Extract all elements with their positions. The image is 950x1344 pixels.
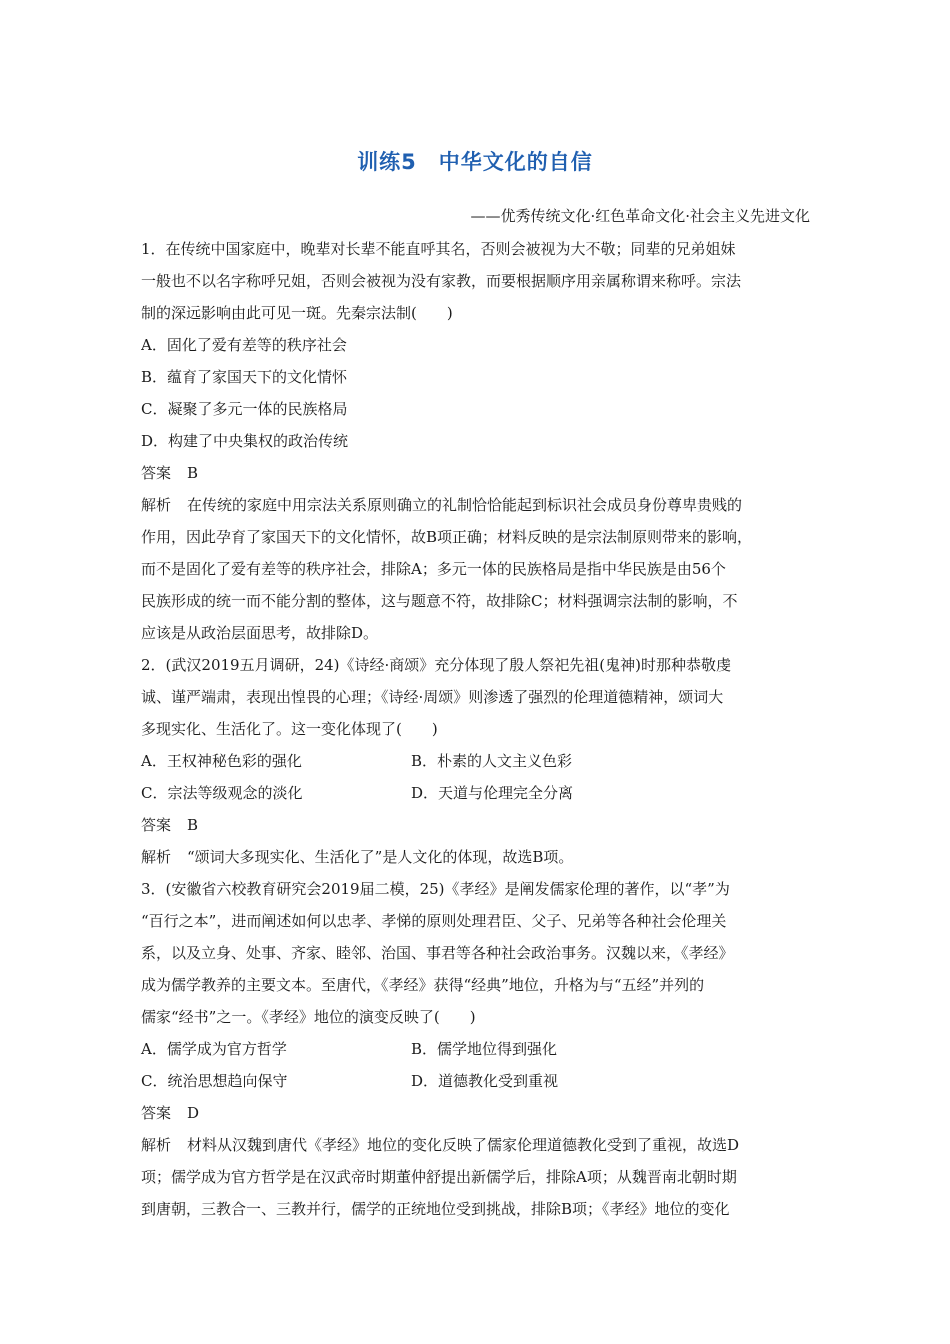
analysis-line	[141, 1129, 811, 1161]
question-1	[141, 233, 811, 649]
option-c: C．凝聚了多元一体的民族格局	[141, 400, 348, 418]
page-title: 训练5 中华文化的自信	[357, 150, 593, 174]
option-c: C．统治思想趋向保守	[141, 1072, 288, 1090]
analysis-line: 项；儒学成为官方哲学是在汉武帝时期董仲舒提出新儒学后，排除A项；从魏晋南北朝时期	[141, 1168, 737, 1186]
option-b: B．儒学地位得到强化	[411, 1040, 558, 1058]
question-stem-line: 3．(安徽省六校教育研究会2019届二模，25)《孝经》是阐发儒家伦理的著作，以“孝”为	[141, 880, 730, 898]
option-a: A．儒学成为官方哲学	[141, 1040, 287, 1058]
question-stem-line: 一般也不以名字称呼兄姐，否则会被视为没有家教，而要根据顺序用亲属称谓来称呼。宗法	[141, 272, 742, 290]
page-subtitle: ——优秀传统文化·红色革命文化·社会主义先进文化	[470, 207, 810, 225]
analysis-text: 在传统的家庭中用宗法关系原则确立的礼制恰恰能起到标识社会成员身份尊卑贵贱的	[187, 496, 743, 514]
question-stem-line: 1．在传统中国家庭中，晚辈对长辈不能直呼其名，否则会被视为大不敬；同辈的兄弟姐妹	[141, 240, 736, 258]
option-c: C．宗法等级观念的淡化	[141, 784, 303, 802]
option-d: D．道德教化受到重视	[411, 1072, 559, 1090]
answer-value: D	[187, 1104, 200, 1122]
question-stem-line: 儒家“经书”之一。《孝经》地位的演变反映了( )	[141, 1008, 476, 1026]
analysis-line: 到唐朝，三教合一、三教并行，儒学的正统地位受到挑战，排除B项；《孝经》地位的变化	[141, 1200, 730, 1218]
analysis-line: 应该是从政治层面思考，故排除D。	[141, 624, 379, 642]
answer-label: 答案	[141, 1104, 172, 1122]
option-a: A．王权神秘色彩的强化	[141, 752, 302, 770]
analysis-line: 作用，因此孕育了家国天下的文化情怀，故B项正确；材料反映的是宗法制原则带来的影响，	[141, 528, 753, 546]
option-row	[141, 1033, 811, 1065]
answer-label: 答案	[141, 816, 172, 834]
question-list	[141, 233, 811, 1225]
analysis-label: 解析	[141, 848, 172, 866]
question-stem-line: 2．(武汉2019五月调研，24)《诗经·商颂》充分体现了殷人祭祀先祖(鬼神)时那种恭敬虔	[141, 656, 731, 674]
option-row	[141, 1065, 811, 1097]
option-row	[141, 777, 811, 809]
answer-label: 答案	[141, 464, 172, 482]
question-3	[141, 873, 811, 1225]
answer-line	[141, 457, 811, 489]
question-stem-line: 成为儒学教养的主要文本。至唐代，《孝经》获得“经典”地位，升格为与“五经”并列的	[141, 976, 705, 994]
analysis-text: 材料从汉魏到唐代《孝经》地位的变化反映了儒家伦理道德教化受到了重视，故选D	[187, 1136, 740, 1154]
question-2	[141, 649, 811, 873]
analysis-text: “颂词大多现实化、生活化了”是人文化的体现，故选B项。	[187, 848, 574, 866]
option-d: D．天道与伦理完全分离	[411, 784, 574, 802]
analysis-label: 解析	[141, 496, 172, 514]
answer-line	[141, 1097, 811, 1129]
option-b: B．朴素的人文主义色彩	[411, 752, 573, 770]
analysis-line: 民族形成的统一而不能分割的整体，这与题意不符，故排除C；材料强调宗法制的影响，不	[141, 592, 738, 610]
question-stem-line: 制的深远影响由此可见一斑。先秦宗法制( )	[141, 304, 453, 322]
answer-value: B	[187, 816, 199, 834]
question-stem-line: 系，以及立身、处事、齐家、睦邻、治国、事君等各种社会政治事务。汉魏以来，《孝经》	[141, 944, 734, 962]
option-a: A．固化了爱有差等的秩序社会	[141, 336, 347, 354]
question-stem-line: “百行之本”，进而阐述如何以忠孝、孝悌的原则处理君臣、父子、兄弟等各种社会伦理关	[141, 912, 727, 930]
question-stem-line: 多现实化、生活化了。这一变化体现了( )	[141, 720, 438, 738]
option-row	[141, 745, 811, 777]
analysis-line: 而不是固化了爱有差等的秩序社会，排除A；多元一体的民族格局是指中华民族是由56个	[141, 560, 726, 578]
option-d: D．构建了中央集权的政治传统	[141, 432, 349, 450]
analysis-label: 解析	[141, 1136, 172, 1154]
analysis-line	[141, 489, 811, 521]
answer-line	[141, 809, 811, 841]
question-stem-line: 诚、谨严端肃，表现出惶畏的心理；《诗经·周颂》则渗透了强烈的伦理道德精神，颂词大	[141, 688, 724, 706]
answer-value: B	[187, 464, 199, 482]
option-b: B．蕴育了家国天下的文化情怀	[141, 368, 348, 386]
analysis-line	[141, 841, 811, 873]
